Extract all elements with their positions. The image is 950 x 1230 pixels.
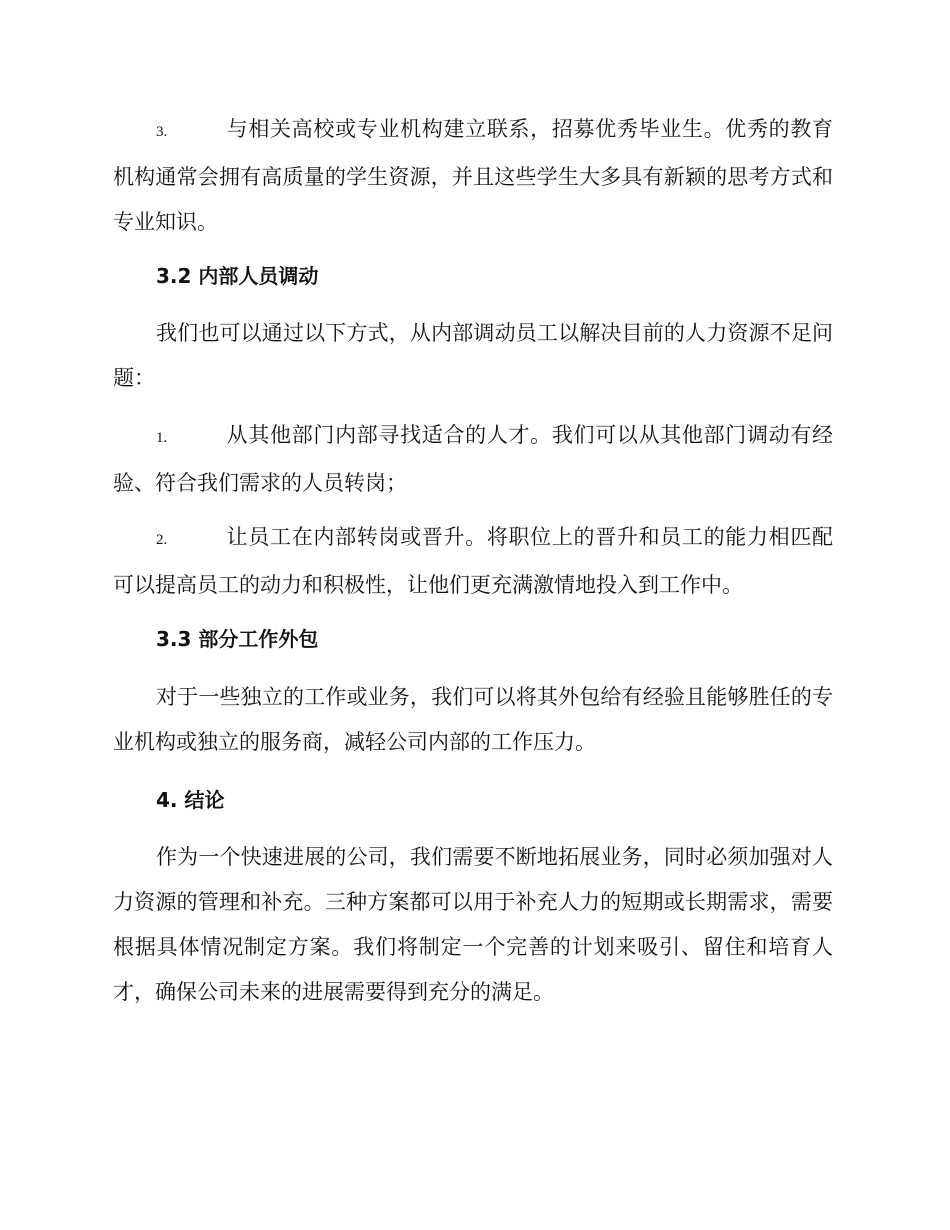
list-item [113,515,833,608]
paragraph-outsourcing: 对于一些独立的工作或业务，我们可以将其外包给有经验且能够胜任的专业机构或独立的服务商，减轻公司内部的工作压力。 [113,685,833,754]
list-item [113,413,833,506]
paragraph-intro: 我们也可以通过以下方式，从内部调动员工以解决目前的人力资源不足问题： [113,321,833,390]
section-heading-3-3: 3.3 部分工作外包 [156,627,319,651]
list-number: 3. [156,124,168,140]
section-heading-4: 4. 结论 [156,788,225,812]
list-text: 让员工在内部转岗或晋升。将职位上的晋升和员工的能力相匹配可以提高员工的动力和积极性，让他们更充满激情地投入到工作中。 [113,525,833,597]
list-item [113,107,833,245]
section-heading-3-2: 3.2 内部人员调动 [156,264,319,288]
list-number: 1. [156,430,168,446]
paragraph-conclusion: 作为一个快速进展的公司，我们需要不断地拓展业务，同时必须加强对人力资源的管理和补充。三种方案都可以用于补充人力的短期或长期需求，需要根据具体情况制定方案。我们将制定一个完善的计划来吸引、留住和培育人才，确保公司未来的进展需要得到充分的满足。 [113,845,833,1004]
list-text: 从其他部门内部寻找适合的人才。我们可以从其他部门调动有经验、符合我们需求的人员转岗； [113,423,833,495]
list-text: 与相关高校或专业机构建立联系，招募优秀毕业生。优秀的教育机构通常会拥有高质量的学生资源，并且这些学生大多具有新颖的思考方式和专业知识。 [113,117,833,234]
list-number: 2. [156,532,168,548]
